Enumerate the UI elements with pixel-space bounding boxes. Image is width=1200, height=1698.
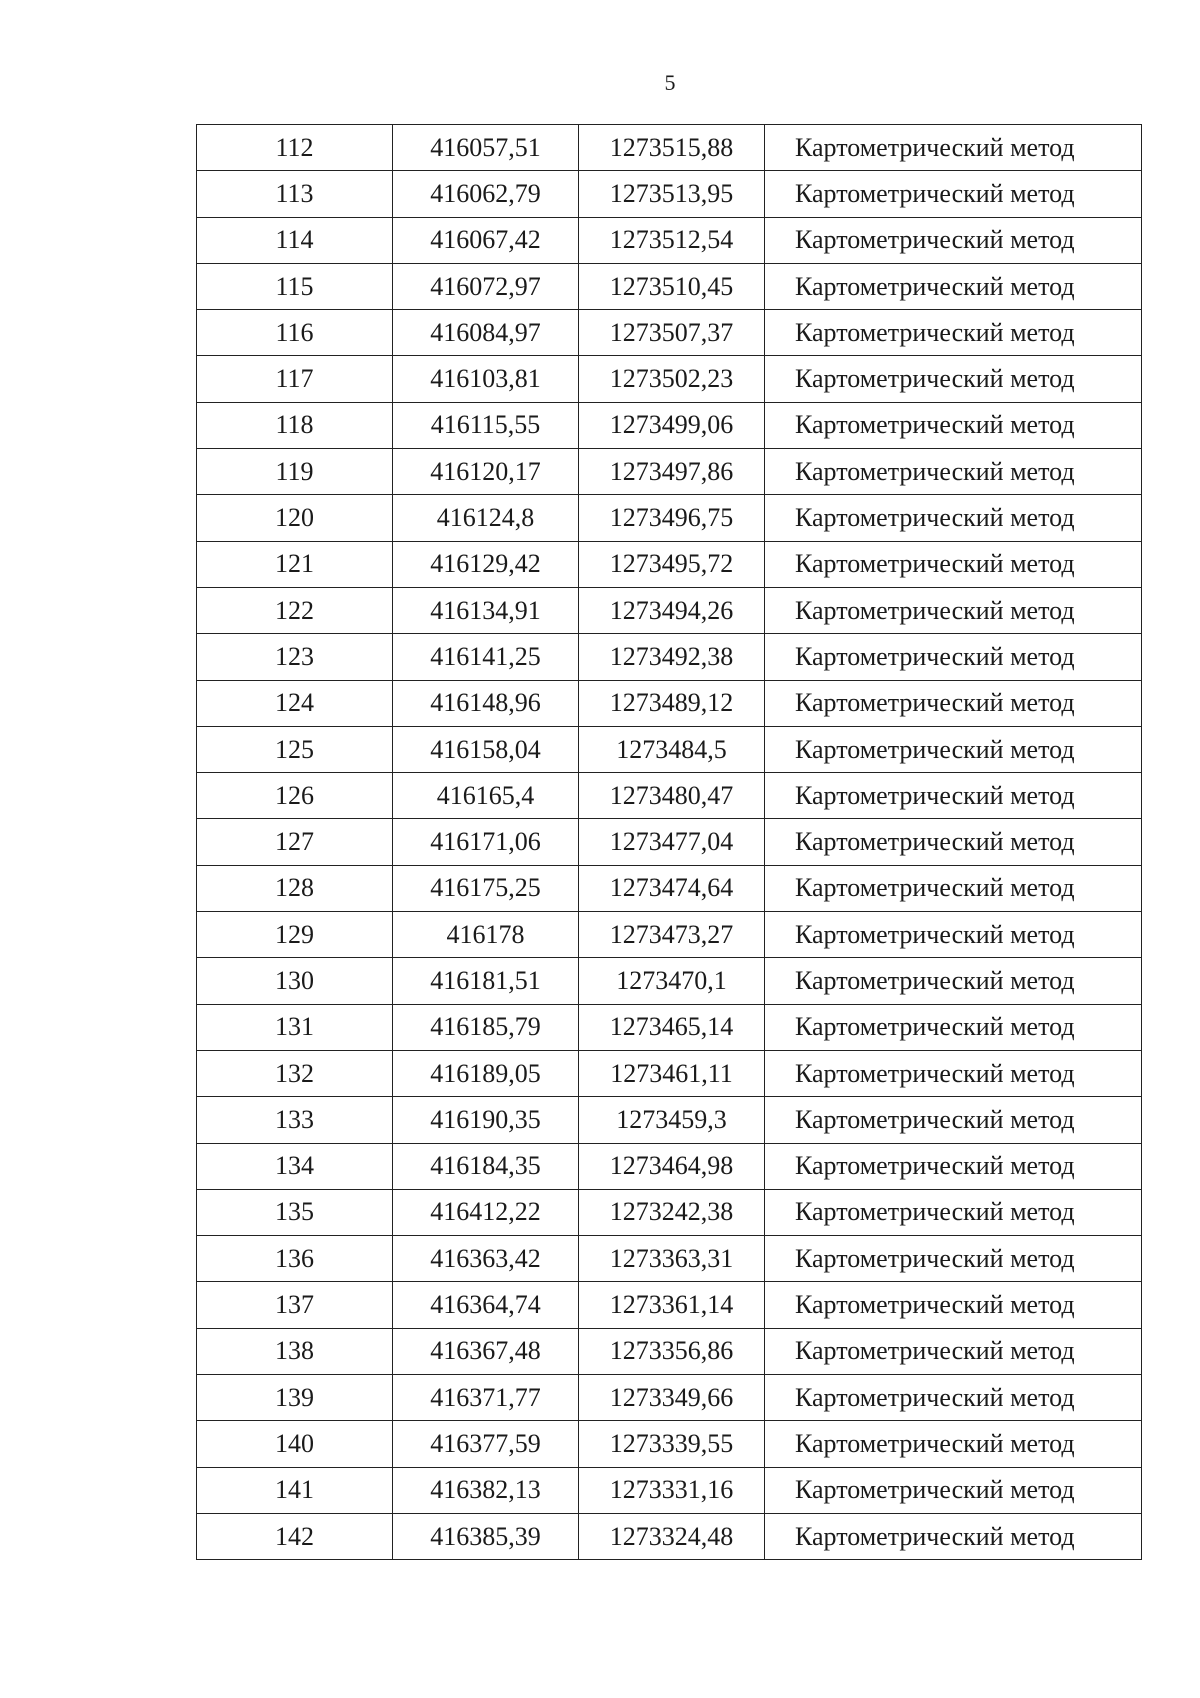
x-coordinate-cell: 416382,13 (393, 1467, 579, 1513)
table-row (197, 1189, 1142, 1235)
table-row (197, 217, 1142, 263)
method-cell: Картометрический метод (765, 1513, 1142, 1559)
method-cell: Картометрический метод (765, 217, 1142, 263)
point-number-cell: 137 (197, 1282, 393, 1328)
method-cell: Картометрический метод (765, 1328, 1142, 1374)
point-number-cell: 135 (197, 1189, 393, 1235)
method-cell: Картометрический метод (765, 726, 1142, 772)
x-coordinate-cell: 416178 (393, 912, 579, 958)
table-row (197, 1375, 1142, 1421)
method-cell: Картометрический метод (765, 680, 1142, 726)
y-coordinate-cell: 1273495,72 (579, 541, 765, 587)
y-coordinate-cell: 1273474,64 (579, 865, 765, 911)
method-cell: Картометрический метод (765, 634, 1142, 680)
point-number-cell: 112 (197, 125, 393, 171)
y-coordinate-cell: 1273459,3 (579, 1097, 765, 1143)
table-row (197, 1421, 1142, 1467)
method-cell: Картометрический метод (765, 495, 1142, 541)
y-coordinate-cell: 1273477,04 (579, 819, 765, 865)
table-row (197, 125, 1142, 171)
x-coordinate-cell: 416062,79 (393, 171, 579, 217)
table-row (197, 634, 1142, 680)
table-row (197, 1467, 1142, 1513)
y-coordinate-cell: 1273510,45 (579, 263, 765, 309)
y-coordinate-cell: 1273356,86 (579, 1328, 765, 1374)
method-cell: Картометрический метод (765, 1375, 1142, 1421)
table-row (197, 587, 1142, 633)
method-cell: Картометрический метод (765, 1282, 1142, 1328)
point-number-cell: 114 (197, 217, 393, 263)
table-row (197, 263, 1142, 309)
x-coordinate-cell: 416364,74 (393, 1282, 579, 1328)
page-number: 5 (664, 70, 676, 95)
point-number-cell: 120 (197, 495, 393, 541)
method-cell: Картометрический метод (765, 541, 1142, 587)
y-coordinate-cell: 1273499,06 (579, 402, 765, 448)
y-coordinate-cell: 1273489,12 (579, 680, 765, 726)
x-coordinate-cell: 416120,17 (393, 449, 579, 495)
y-coordinate-cell: 1273496,75 (579, 495, 765, 541)
method-cell: Картометрический метод (765, 587, 1142, 633)
method-cell: Картометрический метод (765, 1236, 1142, 1282)
table-row (197, 773, 1142, 819)
method-cell: Картометрический метод (765, 958, 1142, 1004)
method-cell: Картометрический метод (765, 912, 1142, 958)
point-number-cell: 116 (197, 310, 393, 356)
method-cell: Картометрический метод (765, 402, 1142, 448)
table-row (197, 402, 1142, 448)
point-number-cell: 133 (197, 1097, 393, 1143)
x-coordinate-cell: 416124,8 (393, 495, 579, 541)
y-coordinate-cell: 1273507,37 (579, 310, 765, 356)
method-cell: Картометрический метод (765, 1004, 1142, 1050)
table-row (197, 726, 1142, 772)
x-coordinate-cell: 416067,42 (393, 217, 579, 263)
y-coordinate-cell: 1273473,27 (579, 912, 765, 958)
y-coordinate-cell: 1273242,38 (579, 1189, 765, 1235)
method-cell: Картометрический метод (765, 1143, 1142, 1189)
point-number-cell: 130 (197, 958, 393, 1004)
point-number-cell: 128 (197, 865, 393, 911)
point-number-cell: 126 (197, 773, 393, 819)
x-coordinate-cell: 416072,97 (393, 263, 579, 309)
x-coordinate-cell: 416190,35 (393, 1097, 579, 1143)
y-coordinate-cell: 1273497,86 (579, 449, 765, 495)
y-coordinate-cell: 1273513,95 (579, 171, 765, 217)
y-coordinate-cell: 1273324,48 (579, 1513, 765, 1559)
point-number-cell: 129 (197, 912, 393, 958)
x-coordinate-cell: 416141,25 (393, 634, 579, 680)
point-number-cell: 134 (197, 1143, 393, 1189)
table-row (197, 1236, 1142, 1282)
method-cell: Картометрический метод (765, 125, 1142, 171)
point-number-cell: 136 (197, 1236, 393, 1282)
x-coordinate-cell: 416385,39 (393, 1513, 579, 1559)
table-row (197, 1097, 1142, 1143)
point-number-cell: 125 (197, 726, 393, 772)
method-cell: Картометрический метод (765, 773, 1142, 819)
x-coordinate-cell: 416363,42 (393, 1236, 579, 1282)
point-number-cell: 121 (197, 541, 393, 587)
x-coordinate-cell: 416367,48 (393, 1328, 579, 1374)
y-coordinate-cell: 1273470,1 (579, 958, 765, 1004)
x-coordinate-cell: 416184,35 (393, 1143, 579, 1189)
method-cell: Картометрический метод (765, 1189, 1142, 1235)
y-coordinate-cell: 1273339,55 (579, 1421, 765, 1467)
method-cell: Картометрический метод (765, 356, 1142, 402)
point-number-cell: 140 (197, 1421, 393, 1467)
y-coordinate-cell: 1273515,88 (579, 125, 765, 171)
table-row (197, 310, 1142, 356)
method-cell: Картометрический метод (765, 310, 1142, 356)
table-row (197, 1513, 1142, 1559)
y-coordinate-cell: 1273465,14 (579, 1004, 765, 1050)
method-cell: Картометрический метод (765, 449, 1142, 495)
y-coordinate-cell: 1273363,31 (579, 1236, 765, 1282)
y-coordinate-cell: 1273349,66 (579, 1375, 765, 1421)
point-number-cell: 123 (197, 634, 393, 680)
x-coordinate-cell: 416148,96 (393, 680, 579, 726)
table-row (197, 541, 1142, 587)
table-row (197, 1143, 1142, 1189)
table-row (197, 912, 1142, 958)
x-coordinate-cell: 416057,51 (393, 125, 579, 171)
x-coordinate-cell: 416165,4 (393, 773, 579, 819)
y-coordinate-cell: 1273464,98 (579, 1143, 765, 1189)
table-row (197, 1050, 1142, 1096)
y-coordinate-cell: 1273480,47 (579, 773, 765, 819)
point-number-cell: 124 (197, 680, 393, 726)
y-coordinate-cell: 1273331,16 (579, 1467, 765, 1513)
x-coordinate-cell: 416134,91 (393, 587, 579, 633)
method-cell: Картометрический метод (765, 1467, 1142, 1513)
point-number-cell: 139 (197, 1375, 393, 1421)
x-coordinate-cell: 416175,25 (393, 865, 579, 911)
x-coordinate-cell: 416371,77 (393, 1375, 579, 1421)
table-body (197, 125, 1142, 1560)
point-number-cell: 118 (197, 402, 393, 448)
x-coordinate-cell: 416377,59 (393, 1421, 579, 1467)
point-number-cell: 138 (197, 1328, 393, 1374)
x-coordinate-cell: 416129,42 (393, 541, 579, 587)
method-cell: Картометрический метод (765, 1050, 1142, 1096)
x-coordinate-cell: 416189,05 (393, 1050, 579, 1096)
x-coordinate-cell: 416412,22 (393, 1189, 579, 1235)
y-coordinate-cell: 1273492,38 (579, 634, 765, 680)
point-number-cell: 115 (197, 263, 393, 309)
point-number-cell: 117 (197, 356, 393, 402)
y-coordinate-cell: 1273361,14 (579, 1282, 765, 1328)
point-number-cell: 131 (197, 1004, 393, 1050)
y-coordinate-cell: 1273494,26 (579, 587, 765, 633)
x-coordinate-cell: 416103,81 (393, 356, 579, 402)
table-row (197, 356, 1142, 402)
point-number-cell: 127 (197, 819, 393, 865)
coordinates-table (196, 124, 1142, 1560)
y-coordinate-cell: 1273512,54 (579, 217, 765, 263)
x-coordinate-cell: 416171,06 (393, 819, 579, 865)
x-coordinate-cell: 416115,55 (393, 402, 579, 448)
table-row (197, 1328, 1142, 1374)
x-coordinate-cell: 416158,04 (393, 726, 579, 772)
table-row (197, 171, 1142, 217)
table-row (197, 449, 1142, 495)
table-row (197, 819, 1142, 865)
point-number-cell: 132 (197, 1050, 393, 1096)
table-row (197, 865, 1142, 911)
method-cell: Картометрический метод (765, 171, 1142, 217)
y-coordinate-cell: 1273461,11 (579, 1050, 765, 1096)
table-row (197, 1004, 1142, 1050)
method-cell: Картометрический метод (765, 865, 1142, 911)
x-coordinate-cell: 416084,97 (393, 310, 579, 356)
point-number-cell: 122 (197, 587, 393, 633)
method-cell: Картометрический метод (765, 1421, 1142, 1467)
x-coordinate-cell: 416181,51 (393, 958, 579, 1004)
table-row (197, 495, 1142, 541)
x-coordinate-cell: 416185,79 (393, 1004, 579, 1050)
point-number-cell: 142 (197, 1513, 393, 1559)
table-row (197, 958, 1142, 1004)
table-row (197, 1282, 1142, 1328)
y-coordinate-cell: 1273502,23 (579, 356, 765, 402)
point-number-cell: 119 (197, 449, 393, 495)
method-cell: Картометрический метод (765, 819, 1142, 865)
point-number-cell: 141 (197, 1467, 393, 1513)
y-coordinate-cell: 1273484,5 (579, 726, 765, 772)
method-cell: Картометрический метод (765, 1097, 1142, 1143)
table-row (197, 680, 1142, 726)
point-number-cell: 113 (197, 171, 393, 217)
method-cell: Картометрический метод (765, 263, 1142, 309)
